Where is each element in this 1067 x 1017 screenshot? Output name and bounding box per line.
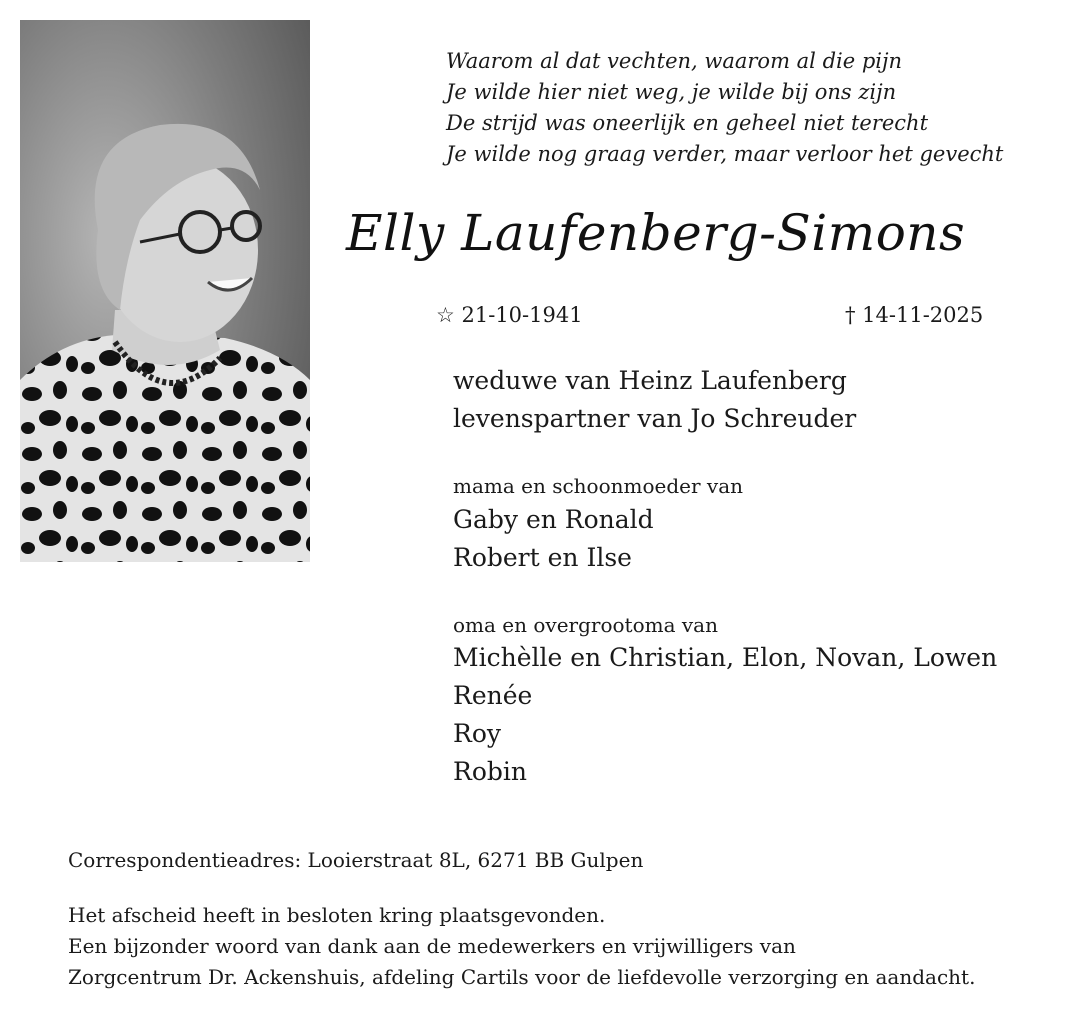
spouse-block — [453, 362, 856, 438]
spouse-line: weduwe van Heinz Laufenberg — [453, 366, 847, 395]
poem-line: De strijd was oneerlijk en geheel niet terecht — [446, 111, 929, 135]
portrait-illustration — [20, 20, 310, 562]
portrait-photo — [20, 20, 310, 562]
poem — [446, 46, 1046, 170]
birth-date: ☆ 21-10-1941 — [436, 303, 583, 327]
child-line: Robert en Ilse — [453, 543, 632, 572]
closing-line: Het afscheid heeft in besloten kring plaatsgevonden. — [68, 903, 606, 927]
grandchild-line: Roy — [453, 719, 501, 748]
closing-line: Zorgcentrum Dr. Ackenshuis, afdeling Cartils voor de liefdevolle verzorging en aandacht. — [68, 965, 976, 989]
deceased-name: Elly Laufenberg-Simons — [346, 204, 966, 262]
grandchildren-block — [453, 639, 997, 791]
closing-text — [68, 900, 1048, 993]
grandchild-line: Renée — [453, 681, 533, 710]
children-heading: mama en schoonmoeder van — [453, 474, 744, 498]
correspondence-address: Correspondentieadres: Looierstraat 8L, 6271 BB Gulpen — [68, 848, 644, 872]
grandchildren-heading: oma en overgrootoma van — [453, 613, 718, 637]
poem-line: Je wilde hier niet weg, je wilde bij ons zijn — [446, 80, 897, 104]
poem-line: Waarom al dat vechten, waarom al die pijn — [446, 49, 903, 73]
spouse-line: levenspartner van Jo Schreuder — [453, 404, 857, 433]
grandchild-line: Michèlle en Christian, Elon, Novan, Lowen — [453, 643, 998, 672]
poem-line: Je wilde nog graag verder, maar verloor het gevecht — [446, 142, 1004, 166]
children-block — [453, 501, 654, 577]
closing-line: Een bijzonder woord van dank aan de medewerkers en vrijwilligers van — [68, 934, 796, 958]
grandchild-line: Robin — [453, 757, 527, 786]
death-date: † 14-11-2025 — [845, 303, 984, 327]
child-line: Gaby en Ronald — [453, 505, 654, 534]
